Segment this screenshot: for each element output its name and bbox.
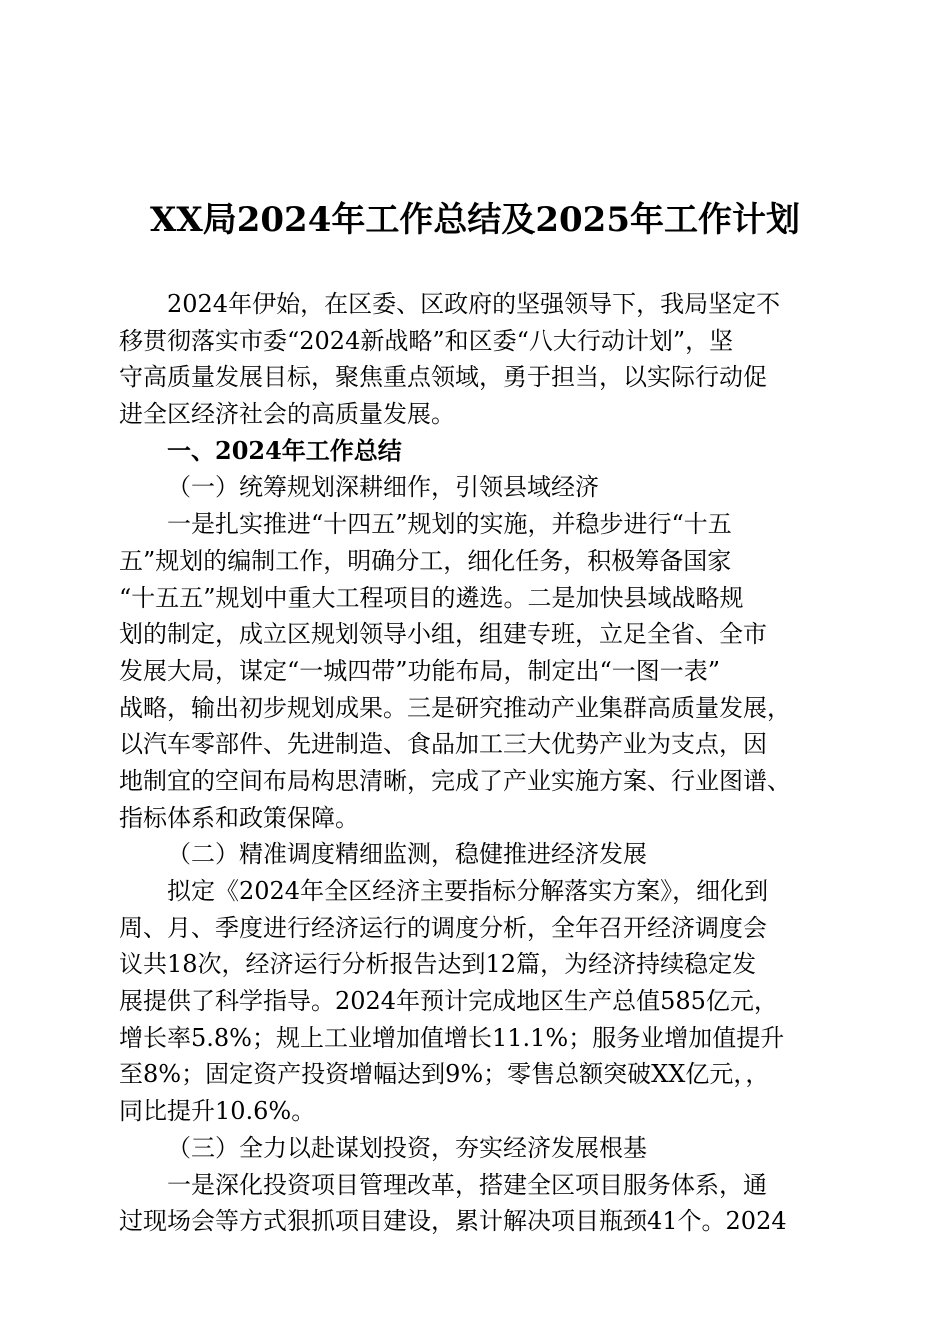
paragraph-line: 2024年伊始，在区委、区政府的坚强领导下，我局坚定不	[167, 290, 781, 318]
section-heading: 一、2024年工作总结	[167, 435, 402, 465]
paragraph-line: 五”规划的编制工作，明确分工，细化任务，积极筹备国家	[119, 546, 732, 575]
paragraph-line: 议共18次，经济运行分析报告达到12篇，为经济持续稳定发	[119, 950, 757, 979]
paragraph-line: 指标体系和政策保障。	[119, 803, 359, 832]
paragraph-line: 移贯彻落实市委“2024新战略”和区委“八大行动计划”，坚	[119, 326, 734, 355]
paragraph-line: 一是扎实推进“十四五”规划的实施，并稳步进行“十五	[167, 510, 732, 539]
paragraph-line: 至8%；固定资产投资增幅达到9%；零售总额突破XX亿元，，	[119, 1060, 770, 1089]
paragraph-line: 以汽车零部件、先进制造、食品加工三大优势产业为支点，因	[119, 730, 767, 759]
paragraph-line: 战略，输出初步规划成果。三是研究推动产业集群高质量发展，	[119, 693, 791, 722]
paragraph-line: 地制宜的空间布局构思清晰，完成了产业实施方案、行业图谱、	[119, 766, 791, 795]
paragraph-line: 守高质量发展目标，聚焦重点领域，勇于担当，以实际行动促	[119, 363, 767, 392]
document-title: XX局2024年工作总结及2025年工作计划	[149, 200, 801, 240]
paragraph-line: 拟定《2024年全区经济主要指标分解落实方案》，细化到	[167, 877, 769, 905]
paragraph-line: 过现场会等方式狠抓项目建设，累计解决项目瓶颈41个。2024	[119, 1207, 787, 1236]
document-body	[119, 286, 831, 1240]
paragraph-line: “十五五”规划中重大工程项目的遴选。二是加快县域战略规	[119, 583, 744, 612]
paragraph-line: 展提供了科学指导。2024年预计完成地区生产总值585亿元，	[119, 987, 778, 1016]
paragraph-line: （一）统筹规划深耕细作，引领县域经济	[167, 473, 599, 502]
paragraph-line: 一是深化投资项目管理改革，搭建全区项目服务体系，通	[167, 1170, 767, 1199]
paragraph-line: 发展大局，谋定“一城四带”功能布局，制定出“一图一表”	[119, 656, 721, 685]
paragraph-line: 进全区经济社会的高质量发展。	[119, 400, 455, 429]
paragraph-line: （二）精准调度精细监测，稳健推进经济发展	[167, 840, 647, 869]
paragraph-line: 划的制定，成立区规划领导小组，组建专班，立足全省、全市	[119, 620, 767, 649]
paragraph-line: （三）全力以赴谋划投资，夯实经济发展根基	[167, 1133, 647, 1162]
paragraph-line: 增长率5.8%；规上工业增加值增长11.1%；服务业增加值提升	[119, 1023, 785, 1052]
paragraph-line: 同比提升10.6%。	[119, 1097, 316, 1126]
paragraph-line: 周、月、季度进行经济运行的调度分析，全年召开经济调度会	[119, 913, 767, 942]
